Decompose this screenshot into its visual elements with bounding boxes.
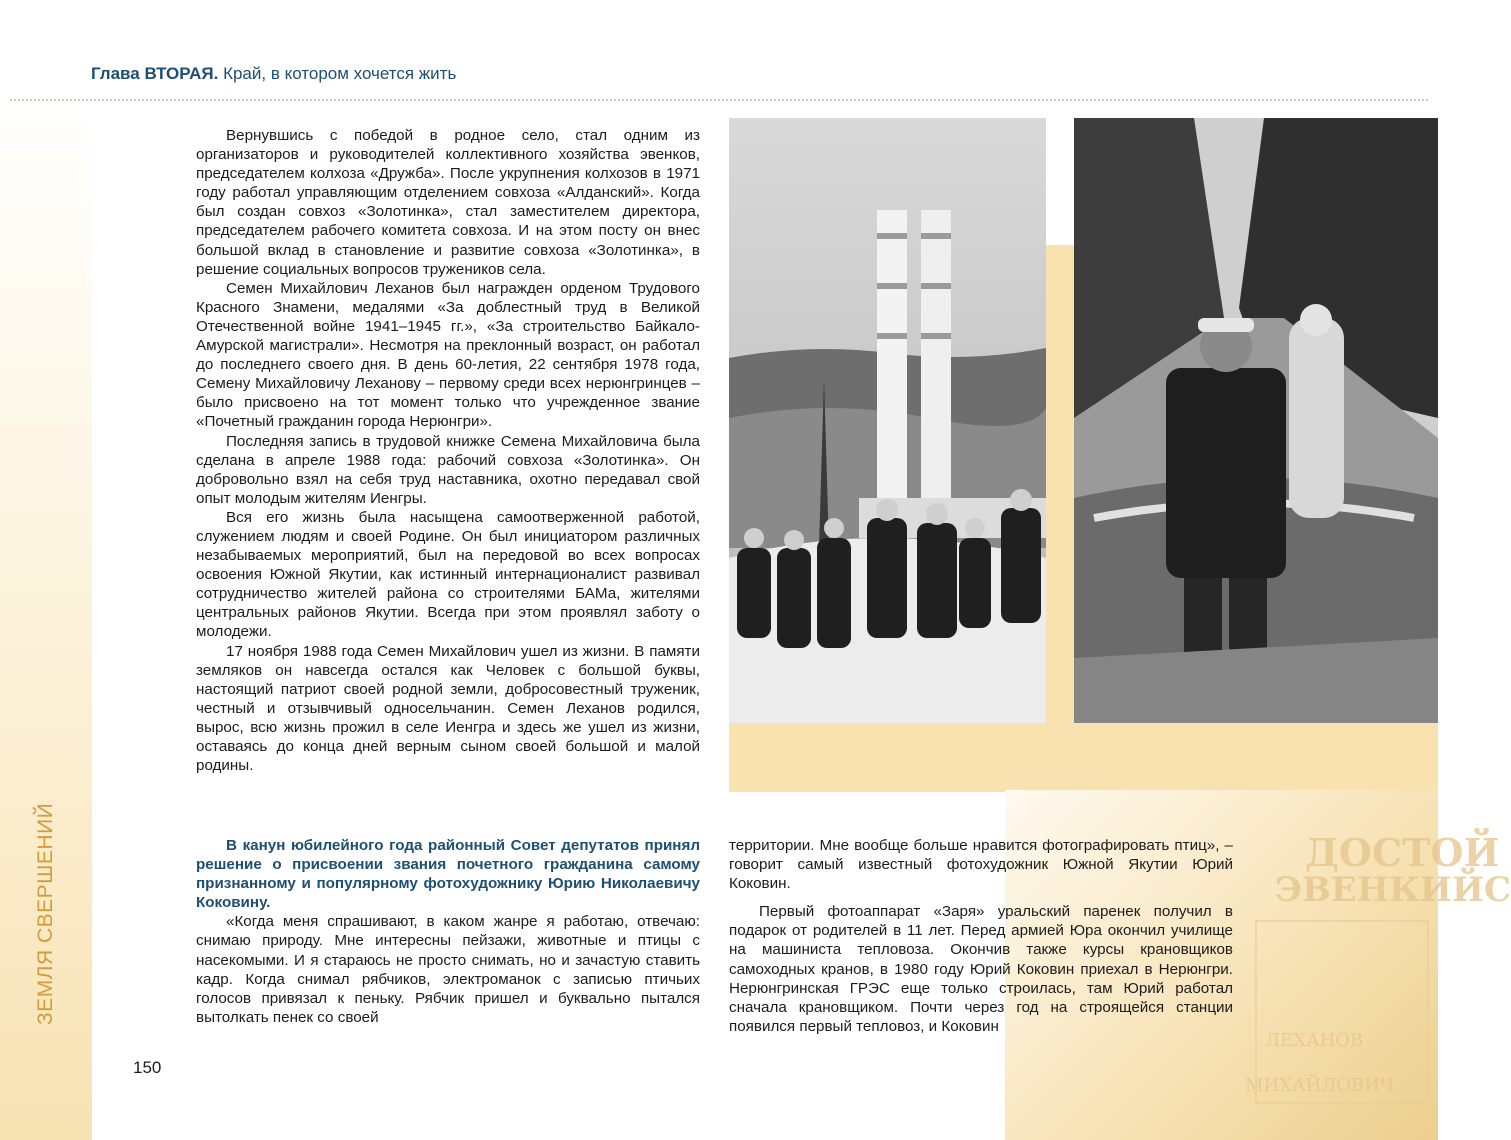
lower-left-column	[196, 836, 700, 1027]
park-photo-illustration	[1074, 118, 1438, 723]
body-paragraph: 17 ноября 1988 года Семен Михайлович ушел из жизни. В памяти земляков он навсегда остался как Человек с большой буквы, настоящий патриот своей родной земли, добросовестный труженик, честный и отзывчивый односельчанин. Семен Леханов родился, вырос, всю жизнь прожил в селе Иенгра и здесь же ушел из жизни, оставаясь до конца дней верным сыном своей большой и малой родины.	[196, 642, 700, 775]
chapter-header	[91, 64, 456, 84]
photo-man-in-park	[1074, 118, 1438, 723]
chapter-title: Глава ВТОРАЯ.	[91, 64, 219, 83]
ghost-heading-1: ДОСТОЙ	[1305, 830, 1500, 875]
photo-monument-winter	[729, 118, 1046, 723]
monument-photo-illustration	[729, 118, 1046, 723]
ghost-text-2: МИХАЙЛОВИЧ	[1245, 1075, 1394, 1096]
body-paragraph: Первый фотоаппарат «Заря» уральский паренек получил в подарок от родителей в 11 лет. Перед армией Юра окончил училище на машиниста тепловоза. Окончив также курсы крановщиков самоходных кранов, в 1980 году Юрий Коковин приехал в Нерюнгри. Нерюнгринская ГРЭС еще только строилась, там Юрий работал сначала крановщиком. Почти через год на строящейся станции появился первый тепловоз, и Коковин	[729, 903, 1233, 1035]
lower-right-column	[729, 836, 1233, 1036]
body-paragraph: Вернувшись с победой в родное село, стал одним из организаторов и руководителей коллективного хозяйства эвенков, председателем колхоза «Дружба». После укрупнения колхозов в 1971 году работал управляющим отделением совхоза «Алданский». Когда был создан совхоз «Золотинка», стал заместителем директора, председателем рабочего комитета совхоза. И на этом посту он внес большой вклад в становление и развитие совхоза «Золотинка», в решение социальных вопросов тружеников села.	[196, 127, 700, 278]
left-column-text	[196, 126, 700, 775]
body-paragraph: территории. Мне вообще больше нравится фотографировать птиц», – говорит самый известный фотохудожник Южной Якутии Юрий Коковин.	[729, 837, 1233, 893]
section-side-label: ЗЕМЛЯ СВЕРШЕНИЙ	[34, 802, 57, 1025]
body-paragraph: Семен Михайлович Леханов был награжден орденом Трудового Красного Знамени, медалями «За доблестный труд в Великой Отечественной войне 1941–1945 гг.», «За строительство Байкало-Амурской магистрали». Несмотря на преклонный возраст, он работал до последнего своего дня. В день 60-летия, 22 сентября 1978 года, Семену Михайловичу Леханову – первому среди всех нерюнгринцев – было присвоено на тот момент только что учрежденное звание «Почетный гражданин города Нерюнгри».	[196, 279, 700, 431]
ghost-newspaper-frame	[1255, 920, 1429, 1104]
body-paragraph: Последняя запись в трудовой книжке Семена Михайловича была сделана в апреле 1988 года: рабочий совхоза «Золотинка». Он добровольно взял на себя труд наставника, охотно передавал свой опыт молодым жителям Иенгры.	[196, 432, 700, 507]
chapter-subtitle: Край, в котором хочется жить	[223, 64, 457, 83]
page-number: 150	[133, 1058, 162, 1077]
lead-paragraph: В канун юбилейного года районный Совет депутатов принял решение о присвоении звания почетного гражданина самому признанному и популярному фотохудожнику Юрию Николаевичу Коковину.	[196, 837, 700, 912]
header-divider	[10, 99, 1428, 101]
ghost-text-1: ЛЕХАНОВ	[1265, 1030, 1364, 1051]
ghost-heading-2: ЭВЕНКИЙС	[1275, 870, 1511, 910]
body-paragraph: «Когда меня спрашивают, в каком жанре я работаю, отвечаю: снимаю природу. Мне интересны пейзажи, животные и птицы с насекомыми. И я стараюсь не просто снимать, но и зачастую ставить кадр. Когда снимал рябчиков, электроманок с записью птичьих голосов привязал к пеньку. Рябчик пришел и буквально пытался вытолкать пенек со своей	[196, 913, 700, 1026]
body-paragraph: Вся его жизнь была насыщена самоотверженной работой, служением людям и своей Родине. Он был инициатором различных незабываемых мероприятий, был на передовой во всех вопросах освоения Южной Якутии, как истинный интернационалист развивал сотрудничество жителей района со строителями БАМа, жителями центральных районов Якутии. Всегда при этом проявлял заботу о молодежи.	[196, 508, 700, 641]
